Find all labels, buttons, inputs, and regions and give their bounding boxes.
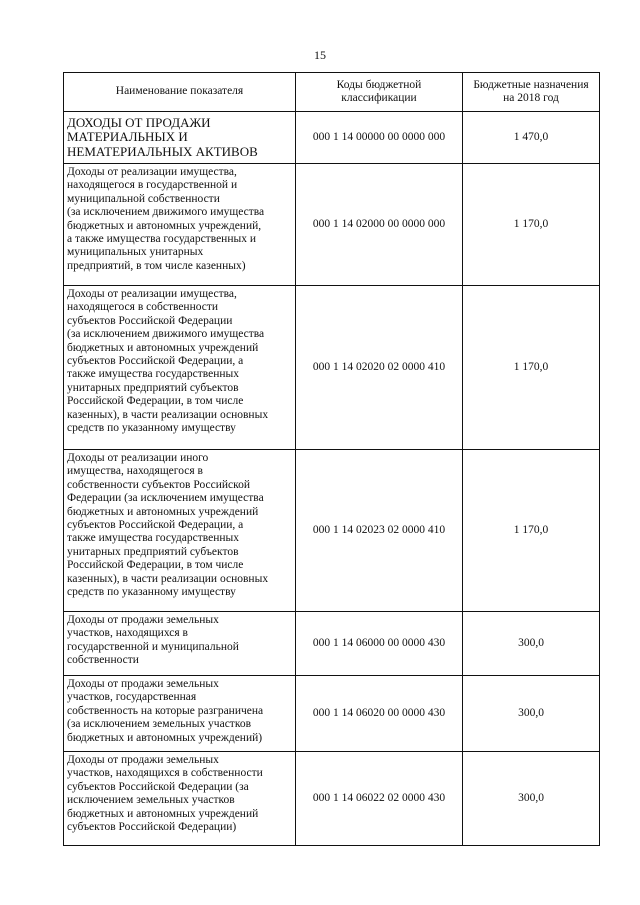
indicator-name: Доходы от продажи земельных участков, государственная собственность на которые разграничена (за исключением земельных участков бюджетных и автономных учреждений) — [64, 676, 296, 752]
page-number: 15 — [314, 48, 326, 62]
budget-code: 000 1 14 06000 00 0000 430 — [296, 612, 463, 676]
budget-amount: 1 170,0 — [463, 286, 600, 450]
indicator-name: ДОХОДЫ ОТ ПРОДАЖИ МАТЕРИАЛЬНЫХ И НЕМАТЕРИАЛЬНЫХ АКТИВОВ — [64, 112, 296, 164]
indicator-name: Доходы от реализации иного имущества, находящегося в собственности субъектов Российской Федерации (за исключением имущества бюджетных и автономных учреждений субъектов Российской Федерации, а также имущества государственных унитарных предприятий субъектов Российской Федерации, в том числе казенных), в части реализации основных средств по указанному имуществу — [64, 450, 296, 612]
budget-code: 000 1 14 00000 00 0000 000 — [296, 112, 463, 164]
budget-amount: 1 170,0 — [463, 450, 600, 612]
budget-code: 000 1 14 06022 02 0000 430 — [296, 752, 463, 846]
table-row — [64, 450, 600, 612]
table-row — [64, 676, 600, 752]
budget-amount: 300,0 — [463, 612, 600, 676]
budget-code: 000 1 14 02020 02 0000 410 — [296, 286, 463, 450]
budget-code: 000 1 14 06020 00 0000 430 — [296, 676, 463, 752]
header-budget-code: Коды бюджетной классификации — [296, 73, 463, 112]
budget-amount: 1 170,0 — [463, 164, 600, 286]
indicator-name: Доходы от продажи земельных участков, находящихся в государственной и муниципальной собственности — [64, 612, 296, 676]
budget-code: 000 1 14 02000 00 0000 000 — [296, 164, 463, 286]
budget-amount: 300,0 — [463, 752, 600, 846]
budget-amount: 300,0 — [463, 676, 600, 752]
table-row — [64, 612, 600, 676]
table-row — [64, 164, 600, 286]
budget-amount: 1 470,0 — [463, 112, 600, 164]
indicator-name: Доходы от реализации имущества, находящегося в государственной и муниципальной собственности (за исключением движимого имущества бюджетных и автономных учреждений, а также имущества государственных и муниципальных унитарных предприятий, в том числе казенных) — [64, 164, 296, 286]
header-budget-amount: Бюджетные назначения на 2018 год — [463, 73, 600, 112]
table-row — [64, 112, 600, 164]
indicator-name: Доходы от продажи земельных участков, находящихся в собственности субъектов Российской Федерации (за исключением земельных участков бюджетных и автономных учреждений субъектов Российской Федерации) — [64, 752, 296, 846]
indicator-name: Доходы от реализации имущества, находящегося в собственности субъектов Российской Федерации (за исключением движимого имущества бюджетных и автономных учреждений субъектов Российской Федерации, а также имущества государственных унитарных предприятий субъектов Российской Федерации, в том числе казенных), в части реализации основных средств по указанному имуществу — [64, 286, 296, 450]
table-row — [64, 286, 600, 450]
budget-code: 000 1 14 02023 02 0000 410 — [296, 450, 463, 612]
budget-table — [63, 72, 600, 846]
header-indicator-name: Наименование показателя — [64, 73, 296, 112]
table-row — [64, 752, 600, 846]
table-header-row — [64, 73, 600, 112]
